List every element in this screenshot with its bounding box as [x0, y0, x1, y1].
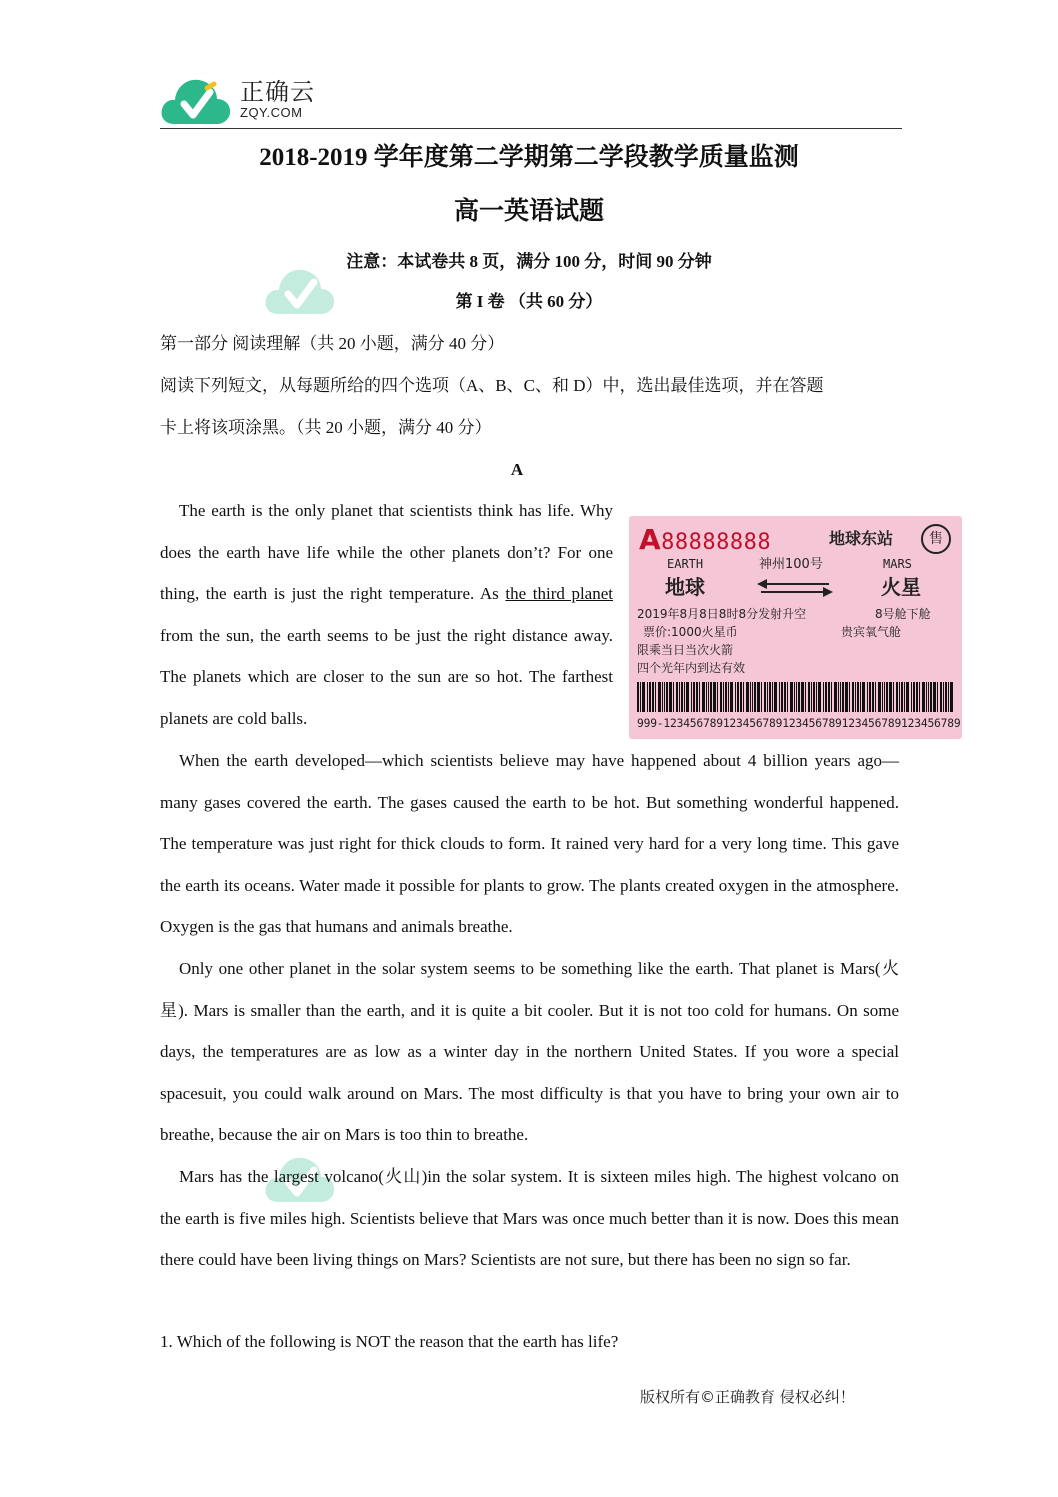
barcode-bar [746, 682, 749, 712]
barcode-bar [813, 682, 815, 712]
barcode-bar [796, 682, 797, 712]
barcode-bar [950, 682, 953, 712]
barcode-bar [828, 682, 830, 712]
paragraph-1-text-end: from the sun, the earth seems to be just the right distance away. The planets which are closer to the sun are so hot. The farthest planets are cold balls. [160, 625, 613, 728]
barcode-bar [699, 682, 700, 712]
barcode-bar [893, 682, 894, 712]
barcode-bar [647, 682, 648, 712]
barcode-bar [860, 682, 861, 712]
barcode-bar [779, 682, 780, 712]
brand-wordmark [240, 78, 315, 120]
barcode-bar [926, 682, 927, 712]
page-header [160, 72, 902, 129]
barcode-bar [842, 682, 844, 712]
barcode-bar [928, 682, 929, 712]
barcode-bar [767, 682, 768, 712]
barcode-bar [794, 682, 795, 712]
barcode-bar [882, 682, 883, 712]
barcode-bar [649, 682, 651, 712]
passage-paragraph-4 [160, 1156, 899, 1281]
barcode-bar [774, 682, 777, 712]
cloud-check-logo-icon [160, 74, 232, 126]
barcode-bar [857, 682, 859, 712]
barcode-bar [845, 682, 848, 712]
ticket-departure: 2019年8月8日8时8分发射升空 [637, 607, 807, 621]
barcode-bar [943, 682, 944, 712]
volume-heading: 第 I 卷 （共 60 分） [455, 292, 603, 311]
barcode-bar [825, 682, 827, 712]
barcode-bar [737, 682, 739, 712]
question-1: 1. Which of the following is NOT the reason that the earth has life? [160, 1332, 619, 1351]
ticket-cabin: 8号舱下舱 [875, 607, 931, 621]
ticket-barcode-digits: 999-123456789123456789123456789123456789123456789 [637, 717, 961, 730]
ticket-serial-number: 88888888 [661, 530, 772, 555]
barcode-bar [889, 682, 892, 712]
barcode-bar [811, 682, 812, 712]
copyright-footer: 版权所有©正确教育 侵权必纠！ [640, 1388, 855, 1406]
barcode-bar [838, 682, 839, 712]
barcode-bar [922, 682, 925, 712]
barcode-bar [743, 682, 744, 712]
barcode-bar [686, 682, 689, 712]
ticket-to-en: MARS [883, 557, 912, 571]
ticket-rule-2: 四个光年内到达有效 [637, 661, 746, 675]
brand-name-cn: 正确云 [240, 78, 315, 106]
paragraph-2-text: When the earth developed—which scientists believe may have happened about 4 billion years ago—many gases covered the earth. The gases caused the earth to be hot. But something wonderful happened. The temperature was just right for thick clouds to form. It rained very hard for a very long time. This gave the earth its oceans. Water made it possible for plants to grow. The plants created oxygen in the atmosphere. Oxygen is the gas that humans and animals breathe. [160, 751, 899, 937]
barcode-bar [940, 682, 942, 712]
barcode-bar [642, 682, 645, 712]
barcode-bar [710, 682, 712, 712]
barcode-bar [666, 682, 668, 712]
barcode-bar [664, 682, 665, 712]
barcode-bar [834, 682, 837, 712]
barcode-bar [764, 682, 766, 712]
exam-notice: 注意：本试卷共 8 页，满分 100 分，时间 90 分钟 [346, 252, 712, 271]
barcode-bar [730, 682, 733, 712]
barcode-bar [784, 682, 786, 712]
barcode-bar [761, 682, 762, 712]
passage-paragraph-1 [160, 490, 613, 740]
barcode-bar [781, 682, 783, 712]
barcode-bar [913, 682, 915, 712]
instructions-line-1: 阅读下列短文，从每题所给的四个选项（A、B、C、和 D）中，选出最佳选项，并在答题 [160, 376, 824, 395]
barcode-bar [798, 682, 800, 712]
barcode-bar [702, 682, 705, 712]
exam-title: 2018-2019 学年度第二学期第二学段教学质量监测 [259, 144, 799, 171]
barcode-bar [725, 682, 727, 712]
barcode-bar [720, 682, 722, 712]
barcode-bar [875, 682, 876, 712]
barcode-bar [937, 682, 938, 712]
ticket-class: 贵宾氧气舱 [841, 625, 902, 639]
barcode-bar [849, 682, 850, 712]
part-heading: 第一部分 阅读理解（共 20 小题，满分 40 分） [160, 334, 505, 353]
barcode-bar [658, 682, 661, 712]
barcode-bar [696, 682, 698, 712]
paragraph-4-text: Mars has the largest volcano(火山)in the solar system. It is sixteen miles high. The highest volcano on the earth is five miles high. Scientists believe that Mars was once much better than it is now. Does this mean there could have been living things on Mars? Scientists are not sure, but there has been no sign so far. [160, 1167, 899, 1270]
barcode-bar [740, 682, 742, 712]
barcode-bar [901, 682, 903, 712]
barcode-bar [655, 682, 656, 712]
barcode-bar [790, 682, 793, 712]
barcode-bar [717, 682, 718, 712]
barcode-bar [801, 682, 804, 712]
barcode-bar [706, 682, 707, 712]
barcode-icon [637, 682, 953, 712]
barcode-bar [673, 682, 674, 712]
barcode-bar [818, 682, 821, 712]
barcode-bar [886, 682, 888, 712]
barcode-bar [679, 682, 680, 712]
barcode-bar [855, 682, 856, 712]
ticket-sold-stamp: 售 [921, 524, 951, 554]
section-label: A [510, 460, 524, 479]
brand-name-en: ZQY.COM [240, 105, 303, 120]
barcode-bar [896, 682, 898, 712]
barcode-bar [867, 682, 868, 712]
barcode-bar [831, 682, 832, 712]
barcode-bar [769, 682, 771, 712]
barcode-bar [899, 682, 900, 712]
barcode-bar [750, 682, 751, 712]
barcode-bar [840, 682, 841, 712]
ticket-price: 票价:1000火星币 [643, 625, 738, 639]
ticket-from-cn: 地球 [665, 575, 705, 599]
ticket-rule-1: 限乘当日当次火箭 [637, 643, 734, 657]
barcode-bar [919, 682, 920, 712]
barcode-bar [852, 682, 854, 712]
barcode-bar [808, 682, 810, 712]
barcode-bar [713, 682, 716, 712]
barcode-bar [691, 682, 692, 712]
ticket-from-en: EARTH [667, 557, 704, 571]
ticket-serial-letter: A [639, 523, 662, 556]
barcode-bar [684, 682, 685, 712]
barcode-bar [754, 682, 756, 712]
barcode-bar [757, 682, 760, 712]
passage-paragraph-2 [160, 740, 899, 948]
barcode-bar [640, 682, 641, 712]
barcode-bar [681, 682, 683, 712]
instructions-line-2: 卡上将该项涂黑。（共 20 小题，满分 40 分） [160, 418, 492, 437]
barcode-bar [869, 682, 871, 712]
barcode-bar [816, 682, 817, 712]
barcode-bar [862, 682, 865, 712]
barcode-bar [933, 682, 936, 712]
barcode-bar [735, 682, 736, 712]
barcode-bar [787, 682, 788, 712]
barcode-bar [904, 682, 905, 712]
barcode-bar [723, 682, 724, 712]
paragraph-1-text-start: The earth is the only planet that scientists think has life. Why does the earth have life while the other planets don’t? For one thing, the earth is just the right temperature. As [160, 501, 613, 604]
barcode-bar [676, 682, 678, 712]
underlined-phrase: the third planet [505, 584, 613, 604]
barcode-bar [752, 682, 753, 712]
barcode-bar [906, 682, 909, 712]
barcode-bar [772, 682, 773, 712]
barcode-bar [652, 682, 654, 712]
barcode-bar [948, 682, 949, 712]
barcode-bar [728, 682, 729, 712]
barcode-bar [693, 682, 695, 712]
barcode-bar [916, 682, 918, 712]
barcode-bar [930, 682, 932, 712]
ticket-ship: 神州100号 [759, 557, 823, 572]
direction-arrows-icon [757, 578, 833, 598]
barcode-bar [878, 682, 881, 712]
space-ticket-image [629, 516, 962, 739]
barcode-bar [805, 682, 806, 712]
paragraph-3-text: Only one other planet in the solar system seems to be something like the earth. That planet is Mars(火星). Mars is smaller than the earth, and it is quite a bit cooler. But it is not too cold for humans. On some days, the temperatures are as low as a winter day in the northern United States. If you wore a special spacesuit, you could walk around on Mars. The most difficulty is that you have to bring your own air to breathe, because the air on Mars is too thin to breathe. [160, 959, 899, 1145]
passage-paragraph-3 [160, 948, 899, 1156]
barcode-bar [708, 682, 709, 712]
barcode-bar [884, 682, 885, 712]
ticket-serial [639, 523, 772, 557]
ticket-to-cn: 火星 [881, 575, 921, 599]
barcode-bar [669, 682, 672, 712]
ticket-station: 地球东站 [829, 529, 894, 548]
barcode-bar [662, 682, 663, 712]
barcode-bar [823, 682, 824, 712]
barcode-bar [911, 682, 912, 712]
exam-subtitle: 高一英语试题 [453, 198, 604, 225]
barcode-bar [637, 682, 639, 712]
barcode-bar [945, 682, 947, 712]
barcode-bar [872, 682, 874, 712]
